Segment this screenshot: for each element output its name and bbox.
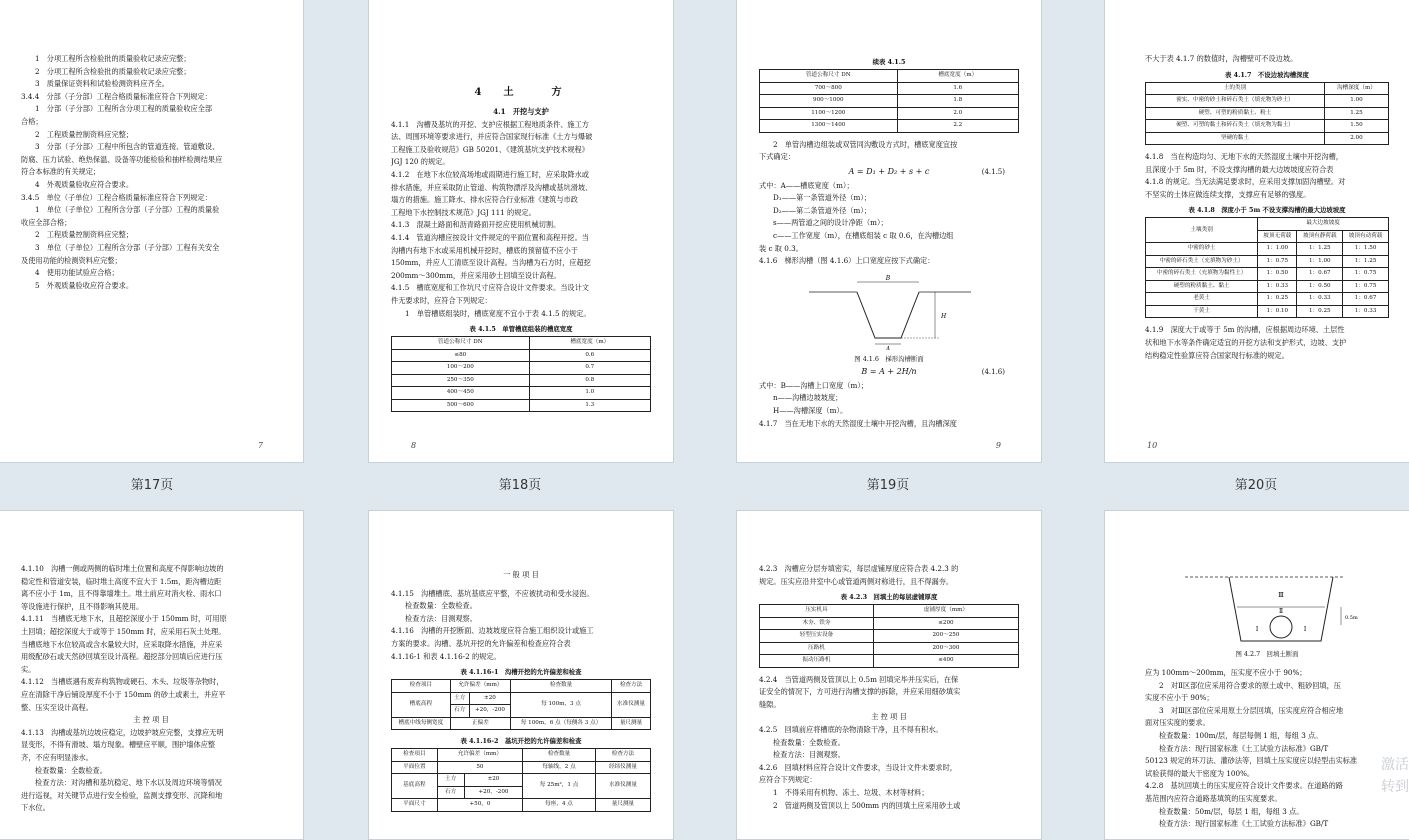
text-line: 4.1.8 的规定。当无法满足要求时，应采用支撑加固沟槽壁。对 <box>1145 177 1346 187</box>
page-label-18[interactable]: 第18页 <box>498 478 542 493</box>
page-number: 9 <box>995 441 1001 450</box>
text-line: 下式确定： <box>759 152 795 162</box>
text-line: 合格； <box>21 116 43 126</box>
text-line: 基范围内应符合道路基填筑的压实度要求。 <box>1145 793 1282 803</box>
table-4-1-5-cont: 管道公称尺寸 DN 槽底宽度（m） 700～800 1.6 900～1000 1.8 1100～1200 2.0 1300～1400 2.2 <box>759 69 1019 133</box>
page-21-text <box>21 563 281 815</box>
text-line: 用级配砂石或天然砂回填至设计高程。超挖部分回填后应进行压 <box>21 652 223 662</box>
text-line: 应在清除干净后铺设厚度不小于 150mm 的砂土或素土，并应平 <box>21 689 226 699</box>
text-line: 4.1.7 当在无地下水的天然湿度土壤中开挖沟槽，且沟槽深度 <box>759 418 957 428</box>
fig-label-b: B <box>885 274 891 282</box>
table-4-1-16-2: 检查项目 允许偏差（mm） 检查数量 检查方法 平面位置 50 每轴线，2 点 经纬仪测量 基底高程 土方 ±20 每 25m²，1 点 水准仪测量 石方 +20，-200 平面尺寸 +50，0 每座，4 点 量尺测量 <box>391 748 651 812</box>
table-row: 250～350 0.8 <box>392 374 651 387</box>
text-line: 4.1.3 混凝土路面和沥青路面开挖应使用机械切割。 <box>391 220 561 230</box>
text-block <box>1145 151 1389 201</box>
page-18[interactable] <box>368 0 674 463</box>
table-row: 中密的碎石类土（充填物为砂土） 1：0.75 1：1.00 1：1.25 <box>1146 255 1389 268</box>
text-line: 稳定性和管道安装，临时堆土高度不宜大于 1.5m，距沟槽边距 <box>21 576 222 586</box>
text-line: 显变形，不得有滑坡、塌方现象。槽壁应平顺，围护墙体应整 <box>21 740 216 750</box>
text-line: 4.2.4 当管道两侧及管顶以上 0.5m 回填完毕并压实后，在保 <box>759 674 959 684</box>
text-block <box>1145 53 1389 66</box>
table-row: 硬塑、可塑的粉质黏土、粉土 1.25 <box>1146 107 1389 120</box>
fig-label-a: A <box>885 345 891 350</box>
text-line: 工程地下水控制技术规范》JGJ 111 的规定。 <box>391 207 536 217</box>
table-row: 老黄土 1：0.25 1：0.33 1：0.67 <box>1146 293 1389 306</box>
text-line: 检查数量：全数检查。 <box>35 765 107 775</box>
page-21[interactable] <box>0 510 304 840</box>
page-17[interactable] <box>0 0 304 463</box>
text-line: 4.1.11 当槽底无地下水，且超挖深度小于 150mm 时，可用原 <box>21 614 227 624</box>
text-line: 件无要求时，应符合下列规定： <box>391 295 492 305</box>
text-line: 状和地下水等条件确定适宜的开挖方法和支护形式，边坡、支护 <box>1145 338 1347 348</box>
text-block <box>759 674 1019 813</box>
text-line: 4.1.13 沟槽或基坑边坡应稳定，边坡护坡应完整，支撑应无明 <box>21 727 224 737</box>
table-row: 500～600 1.3 <box>392 399 651 412</box>
text-line: 式中：A——槽底宽度（m）； <box>759 180 854 190</box>
table-row: 硬塑的粉质黏土、黏土 1：0.33 1：0.50 1：0.75 <box>1146 280 1389 293</box>
text-line: 面对压实度的要求。 <box>1145 718 1210 728</box>
text-line: 防腐、压力试验、绝热保温、设备等功能检验和抽样检测结果应 <box>21 154 223 164</box>
text-line: s——两管道之间的设计净距（m）； <box>773 218 888 228</box>
text-line: 进行巡视，对关键节点进行安全检验，监测支撑变形、沉降和地 <box>21 790 223 800</box>
fig-label-h: H <box>941 312 947 320</box>
text-line: 实。 <box>21 664 36 674</box>
text-line: 2 对Ⅱ区部位应采用符合要求的原土或中、粗砂回填，压 <box>1159 680 1341 690</box>
text-line: 排水措施，并应采取防止管道、构筑物漂浮及沟槽或基坑滑坡、 <box>391 182 593 192</box>
page-22[interactable] <box>368 510 674 840</box>
text-line: 工程施工及验收规范》GB 50201、《建筑基坑支护技术规程》 <box>391 144 589 154</box>
text-line: 检查方法：现行国家标准《土工试验方法标准》GB/T <box>1159 743 1329 753</box>
text-block <box>391 588 651 664</box>
text-line: 4.1.4 管道沟槽应按设计文件规定的平面位置和高程开挖。当 <box>391 232 589 242</box>
text-line: 当槽底地下水位较高或含水量较大时，应采取降水措施，并应采 <box>21 639 223 649</box>
text-line: 4.1.10 沟槽一侧或两侧的临时堆土位置和高度不得影响边坡的 <box>21 564 224 573</box>
text-line: 试验获得的最大干密度为 100%。 <box>1145 768 1255 778</box>
text-line: 4.1.1 沟槽及基坑的开挖、支护应根据工程地质条件、施工方 <box>391 119 589 129</box>
text-line: 且深度小于 5m 时，不设支撑沟槽的最大边坡坡度应符合表 <box>1145 164 1334 174</box>
page-20[interactable] <box>1104 0 1409 463</box>
text-line: 3.4.5 单位（子单位）工程合格质量标准应符合下列规定： <box>21 192 212 202</box>
text-line: 150mm，并应人工清底至设计高程。当沟槽为石方时，应超挖 <box>391 258 591 268</box>
text-line: 2 分项工程所含检验批的质量验收记录应完整； <box>35 66 191 76</box>
table-4-1-7: 土的类别 沟槽深度（m） 密实、中密的砂土和碎石类土（填充物为砂土） 1.00 硬塑、可塑的粉质黏土、粉土 1.25 硬塑、可塑的黏土和碎石类土（填充物为黏土） 1.50 坚硬的黏土 2.00 <box>1145 82 1389 146</box>
table-4-2-3: 压实机具 虚铺厚度（mm） 木夯、铁夯 ≤200 轻型压实设备 200～250 压路机 200～300 振动压路机 ≤400 <box>759 604 1019 668</box>
text-line: 4.2.6 回填材料应符合设计文件要求，当设计文件未要求时， <box>759 762 957 772</box>
table-row: 700～800 1.6 <box>760 82 1019 95</box>
text-line: 3.4.4 分部（子分部）工程合格质量标准应符合下列规定： <box>21 91 212 101</box>
text-line: 塌方的措施。施工降水、排水应符合行业标准《建筑与市政 <box>391 195 578 205</box>
section-title: 4.1 开挖与支护 <box>493 107 549 116</box>
text-line: 方案的要求。沟槽、基坑开挖的允许偏差和检查应符合表 <box>391 638 571 648</box>
text-line: 1 分项工程所含检验批的质量验收记录应完整； <box>35 54 191 63</box>
text-line: 1 不得采用有机物、冻土、垃圾、木材等材料； <box>773 788 929 798</box>
text-line: 应为 100mm～200mm，压实度不应小于 90%； <box>1145 668 1307 677</box>
text-line: 结构稳定性验算应符合国家现行标准的规定。 <box>1145 350 1289 360</box>
text-block <box>759 180 1019 268</box>
table-row: 400～450 1.0 <box>392 387 651 400</box>
table-row: 木夯、铁夯 ≤200 <box>760 617 1019 630</box>
text-line: 检查数量：全数检查。 <box>773 737 845 747</box>
text-line: 式中：B——沟槽上口宽度（m）； <box>759 380 869 390</box>
table-4-1-8: 土壤类别 最大边坡坡度 坡顶无荷载 坡顶有静荷载 坡顶有动荷载 中密的砂土 1：1.00 1：1.25 1：1.50 中密的碎石类土（充填物为砂土） 1：0.75 1：1.00 1：1.25 中密的碎石类土（充填物为黏性土） 1：0.50 1：0.67 1：0.75 硬塑的粉质黏土、黏土 1：0.33 1：0.50 1：0.75 老黄土 1：0.25 1：0.33 1：0.67 干黄土 1：0.10 1：0.25 1：0.33 <box>1145 217 1389 318</box>
table-caption: 表 4.1.7 不设边坡沟槽深度 <box>1225 70 1309 79</box>
text-line: 2 管道两侧及管顶以上 500mm 内的回填土应采用砂土或 <box>773 800 961 810</box>
table-row: 中密的砂土 1：1.00 1：1.25 1：1.50 <box>1146 243 1389 256</box>
text-line: 土回填；超挖深度大于或等于 150mm 时，应采用石灰土处理。 <box>21 626 226 636</box>
text-line: 1 单管槽底组装时，槽底宽度不宜小于表 4.1.5 的规定。 <box>405 308 591 318</box>
page-24[interactable] <box>1104 510 1409 840</box>
text-line: 4 外观质量验收应符合要求。 <box>35 179 134 189</box>
text-line: 缝隙。 <box>759 699 781 709</box>
text-block <box>759 563 1019 588</box>
zone-2-label: Ⅱ <box>1278 608 1284 615</box>
text-line: 3 质量保证资料和试验检测资料应齐全。 <box>35 79 169 89</box>
text-line: JGJ 120 的规定。 <box>391 157 450 167</box>
text-line: 4.1.8 当在构造均匀、无地下水的天然湿度土壤中开挖沟槽， <box>1145 152 1343 162</box>
text-line: 不大于表 4.1.7 的数值时，沟槽壁可不设边坡。 <box>1145 54 1298 63</box>
text-line: 2 工程质量控制资料应完整； <box>35 230 134 240</box>
text-line: 3 单位（子单位）工程所含分部（子分部）工程有关安全 <box>35 242 220 252</box>
zone-1-right-label: Ⅰ <box>1303 626 1307 633</box>
page-23[interactable] <box>736 510 1042 840</box>
text-line: 4.1.16-1 和表 4.1.16-2 的规定。 <box>391 651 501 661</box>
page-label-17[interactable]: 第17页 <box>130 478 174 493</box>
text-line: 4.2.5 回填前应将槽底的杂物清除干净，且不得有积水。 <box>759 725 943 735</box>
text-line: 检查方法：现行国家标准《土工试验方法标准》GB/T <box>1159 819 1329 829</box>
page-number: 7 <box>257 441 263 450</box>
text-line: 检查数量：100m/层，每层每侧 1 组，每组 3 点。 <box>1159 730 1323 740</box>
text-line: 4.1.6 梯形沟槽（图 4.1.6）上口宽度应按下式确定： <box>759 256 935 266</box>
text-line: 检查方法：对沟槽和基坑稳定、地下水以及周边环境等情况 <box>35 778 222 788</box>
figure-caption: 图 4.1.6 梯形沟槽断面 <box>854 354 924 363</box>
backfill-diagram <box>1145 567 1391 645</box>
text-line: 等设施进行保护，且不得影响其使用。 <box>21 601 144 611</box>
zone-3-label: Ⅲ <box>1278 592 1284 599</box>
equation-4-1-6: B = A + 2H/n (4.1.6) <box>861 366 1005 376</box>
section-heading: 一 般 项 目 <box>503 570 539 579</box>
text-line: 3 对Ⅲ区部位应采用原土分层回填，压实度应符合相应地 <box>1159 705 1344 715</box>
page-17-text <box>21 53 281 292</box>
text-line: 整、压实至设计高程。 <box>21 702 93 712</box>
page-label-20[interactable]: 第20页 <box>1234 478 1278 493</box>
text-line: 离不应小于 1m，且不得靠墙堆土。堆土前应对消火栓、雨水口 <box>21 589 222 599</box>
text-line: D₂——第二条管道外径（m）； <box>773 205 872 215</box>
table-caption: 表 4.1.16-1 沟槽开挖的允许偏差和检查 <box>460 668 582 677</box>
table-row: 坚硬的黏土 2.00 <box>1146 132 1389 145</box>
activation-watermark: 激活 转到 <box>1381 757 1409 795</box>
text-line: c——工作宽度（m），在槽底组装 c 取 0.6，在沟槽边组 <box>773 231 954 241</box>
trench-diagram <box>759 272 1021 350</box>
text-line: 检查数量：全数检查。 <box>405 601 477 611</box>
table-caption: 续表 4.1.5 <box>872 58 906 66</box>
text-line: 法、周围环境等要求进行，并应符合国家现行标准《土方与爆破 <box>391 132 593 142</box>
text-line: 1 单位（子单位）工程所含分部（子分部）工程的质量验 <box>35 205 220 215</box>
text-line: 200mm～300mm，并应采用砂土回填至设计高程。 <box>391 270 561 280</box>
text-line: 齐，不应有明显渗水。 <box>21 752 93 762</box>
page-number: 8 <box>411 441 417 450</box>
text-block <box>759 139 1019 164</box>
text-line: 主 控 项 目 <box>871 712 907 722</box>
text-block <box>759 380 1019 430</box>
table-caption: 表 4.2.3 回填土的每层虚铺厚度 <box>840 593 938 602</box>
text-line: 检查方法：目测观察。 <box>405 613 477 623</box>
table-row: 压路机 200～300 <box>760 642 1019 655</box>
page-18-text <box>391 119 651 321</box>
dimension-label: 0.5m <box>1345 615 1358 621</box>
text-line: 5 外观质量验收应符合要求。 <box>35 280 134 290</box>
table-4-1-16-1: 检查项目 允许偏差（mm） 检查数量 检查方法 槽底高程 土方 ±20 每 100m，3 点 水准仪测量 石方 +20，-200 槽底中线每侧宽度 正偏差 每 100m，6 点（每侧各 3 点） 量尺测量 <box>391 679 651 730</box>
table-row: 100～200 0.7 <box>392 362 651 375</box>
text-line: 应符合下列规定： <box>759 775 817 785</box>
table-row: 密实、中密的砂土和碎石类土（填充物为砂土） 1.00 <box>1146 95 1389 108</box>
text-line: D₁——第一条管道外径（m）； <box>773 193 872 203</box>
table-row: 干黄土 1：0.10 1：0.25 1：0.33 <box>1146 305 1389 318</box>
table-row: 硬塑、可塑的黏土和碎石类土（填充物为黏土） 1.50 <box>1146 120 1389 133</box>
text-line: 4 使用功能试验应合格； <box>35 268 119 278</box>
table-4-1-5: 管道公称尺寸 DN 槽底宽度（m） ≤80 0.6 100～200 0.7 250～350 0.8 400～450 1.0 500～600 1.3 <box>391 336 651 412</box>
table-caption: 表 4.1.8 深度小于 5m 不设支撑沟槽的最大边坡坡度 <box>1188 206 1346 215</box>
text-line: 不坚实的土体应做连续支撑，支撑应有足够的强度。 <box>1145 189 1311 199</box>
text-line: 收应全部合格； <box>21 217 72 227</box>
page-number: 10 <box>1147 441 1158 450</box>
text-line: 4.2.3 沟槽应分层夯填密实，每层虚铺厚度应符合表 4.2.3 的 <box>759 564 959 573</box>
text-line: 主 控 项 目 <box>133 715 169 725</box>
text-line: 证安全的情况下，方可进行沟槽支撑的拆除，并应采用细砂填实 <box>759 687 961 697</box>
text-line: 装 c 取 0.3。 <box>759 243 803 253</box>
text-line: 2 单管沟槽边组装或双管同沟敷设方式时，槽底宽度宜按 <box>773 139 958 149</box>
text-line: 下水位。 <box>21 803 50 813</box>
text-line: 及使用功能的检测资料应完整； <box>21 255 122 265</box>
text-line: 符合本标准的有关规定； <box>21 167 101 177</box>
text-line: 50123 规定的环刀法、灌砂法等，回填土压实度应以轻型击实标准 <box>1145 756 1358 766</box>
text-line: 4.1.12 当槽底遇有废弃构筑物或硬石、木头、垃圾等杂物时， <box>21 677 224 687</box>
table-row: 1300～1400 2.2 <box>760 120 1019 133</box>
table-row: 中密的碎石类土（充填物为黏性土） 1：0.50 1：0.67 1：0.75 <box>1146 268 1389 281</box>
text-line: 4.1.9 深度大于或等于 5m 的沟槽，应根据周边环境、土层性 <box>1145 325 1345 335</box>
text-line: 3 分部（子分部）工程中所包含的管道连接、管道敷设、 <box>35 142 220 152</box>
table-row: 振动压路机 ≤400 <box>760 655 1019 668</box>
text-line: 4.1.2 在地下水位较高场地或雨期进行施工时，应采取降水或 <box>391 169 589 179</box>
text-line: 4.1.15 沟槽槽底、基坑基底应平整，不应被扰动和受水浸泡。 <box>391 588 594 598</box>
text-block <box>1145 324 1389 362</box>
page-19[interactable] <box>736 0 1042 463</box>
zone-1-left-label: Ⅰ <box>1255 626 1259 633</box>
table-row: 1100～1200 2.0 <box>760 107 1019 120</box>
page-24-text <box>1145 667 1389 831</box>
text-line: 实度不应小于 90%； <box>1145 693 1214 703</box>
text-line: 4.1.16 沟槽的开挖断面、边坡坡度应符合施工组织设计或施工 <box>391 626 594 636</box>
table-caption: 表 4.1.5 单管槽底组装的槽底宽度 <box>469 325 573 334</box>
figure-4-2-7 <box>1145 567 1389 645</box>
figure-caption: 图 4.2.7 回填土断面 <box>1235 650 1299 658</box>
page-label-19[interactable]: 第19页 <box>866 478 910 493</box>
chapter-title: 4 土 方 <box>474 87 568 98</box>
text-line: n——沟槽边坡坡度； <box>773 393 843 403</box>
equation-4-1-5: A = D₁ + D₂ + s + c (4.1.5) <box>848 166 1005 176</box>
text-line: 检查方法：目测观察。 <box>773 750 845 760</box>
text-line: 沟槽内有地下水或采用机械开挖时，槽底的预留值不应小于 <box>391 245 578 255</box>
text-line: 4.1.5 槽底宽度和工作坑尺寸应符合设计文件要求。当设计文 <box>391 283 589 293</box>
text-line: 4.2.8 基坑回填土的压实度应符合设计文件要求。在道路的路 <box>1145 781 1343 791</box>
text-line: H——沟槽深度（m）。 <box>773 406 848 416</box>
text-line: 2 工程质量控制资料应完整； <box>35 129 134 139</box>
text-line: 1 分部（子分部）工程所含分项工程的质量验收应全部 <box>35 104 213 114</box>
table-row: 900～1000 1.8 <box>760 95 1019 108</box>
figure-4-1-6 <box>759 272 1019 350</box>
table-row: 轻型压实设备 200～250 <box>760 630 1019 643</box>
text-line: 规定。压实应沿井室中心或管道两侧对称进行，且不得漏夯。 <box>759 576 954 586</box>
table-row: ≤80 0.6 <box>392 349 651 362</box>
table-caption: 表 4.1.16-2 基坑开挖的允许偏差和检查 <box>460 737 582 746</box>
text-line: 检查数量：50m/层，每层 1 组，每组 3 点。 <box>1159 806 1304 816</box>
